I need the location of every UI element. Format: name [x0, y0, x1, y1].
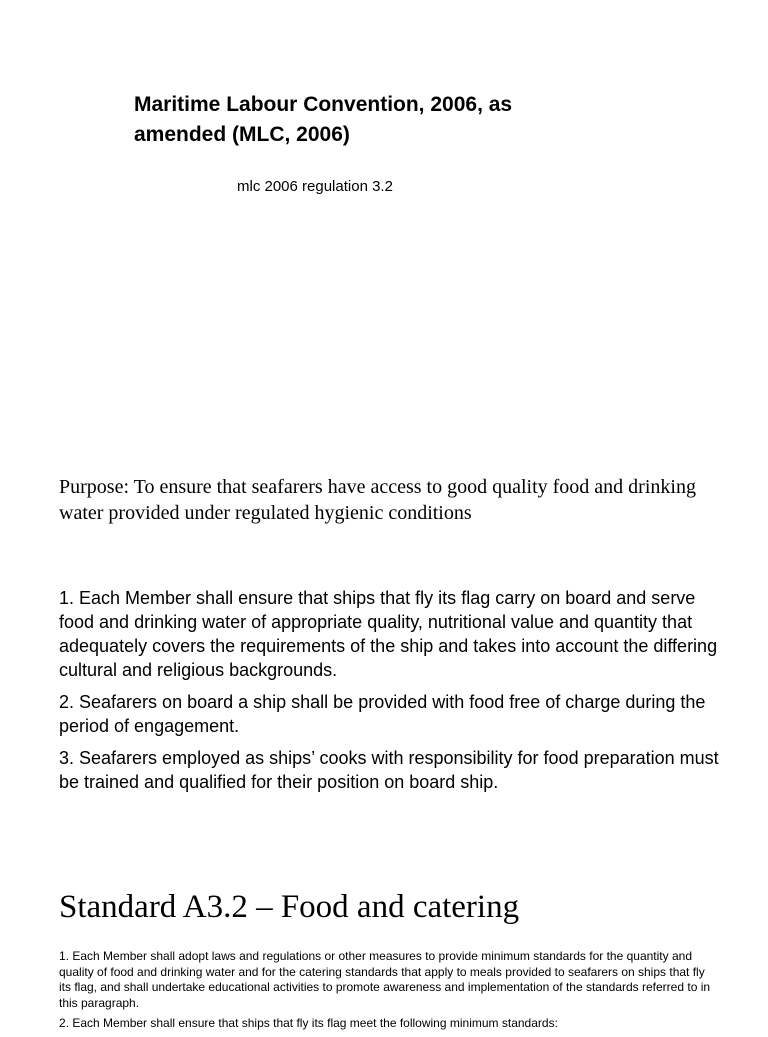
standard-heading: Standard A3.2 – Food and catering	[59, 889, 520, 925]
regulation-paragraph-list	[59, 586, 719, 802]
standard-paragraph: 2. Each Member shall ensure that ships that fly its flag meet the following minimum standards:	[59, 1016, 558, 1030]
document-subtitle: mlc 2006 regulation 3.2	[237, 178, 393, 195]
document-title: Maritime Labour Convention, 2006, as amended (MLC, 2006)	[134, 93, 513, 146]
regulation-paragraph: 3. Seafarers employed as ships’ cooks with responsibility for food preparation must be trained and qualified for their position on board ship.	[59, 748, 719, 792]
regulation-paragraph: 1. Each Member shall ensure that ships that fly its flag carry on board and serve food and drinking water of appropriate quality, nutritional value and quantity that adequately covers the requirements of the ship and takes into account the differing cultural and religious backgrounds.	[59, 588, 718, 680]
standard-paragraph-list	[59, 949, 719, 1037]
purpose-statement: Purpose: To ensure that seafarers have access to good quality food and drinking water provided under regulated hygienic conditions	[59, 476, 696, 524]
regulation-paragraph: 2. Seafarers on board a ship shall be provided with food free of charge during the period of engagement.	[59, 692, 706, 736]
standard-paragraph: 1. Each Member shall adopt laws and regulations or other measures to provide minimum standards for the quantity and quality of food and drinking water and for the catering standards that apply to meals provided to seafarers on ships that fly its flag, and shall undertake educational activities to promote awareness and implementation of the standards referred to in this paragraph.	[59, 949, 711, 1010]
